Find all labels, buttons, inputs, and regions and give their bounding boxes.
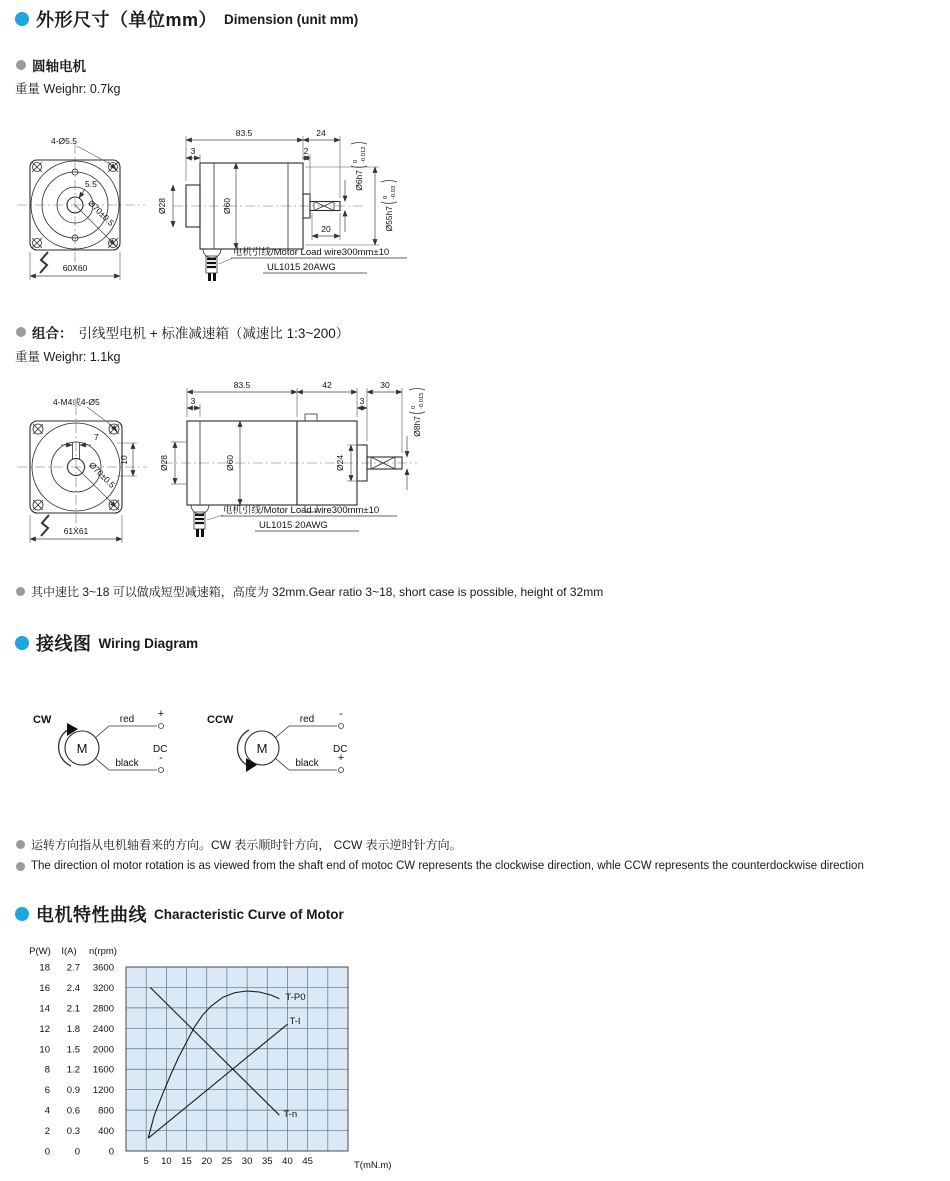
y-tick-label: 8 bbox=[44, 1064, 50, 1076]
section-curve-header bbox=[15, 901, 344, 927]
sub-bullet-icon bbox=[16, 60, 26, 70]
curve-label-T-n: T-n bbox=[283, 1109, 298, 1121]
side-view bbox=[159, 380, 425, 537]
x-tick-label: 45 bbox=[302, 1156, 313, 1167]
side-view bbox=[157, 128, 407, 281]
sub-bullet-icon bbox=[16, 327, 26, 337]
curve-title-zh: 电机特性曲线 bbox=[36, 905, 147, 925]
svg-text:0: 0 bbox=[411, 405, 417, 409]
x-tick-label: 30 bbox=[241, 1156, 253, 1167]
y-tick-label: 1.5 bbox=[66, 1044, 80, 1056]
rotation-note-zh bbox=[16, 836, 462, 853]
y-tick-label: 1200 bbox=[92, 1085, 114, 1097]
dim-body-dia: Ø60 bbox=[222, 197, 232, 215]
y-tick-label: 1.8 bbox=[66, 1023, 80, 1035]
dim-spigot-dia-tol bbox=[381, 181, 397, 232]
ccw-label: CCW bbox=[207, 714, 234, 726]
y-axis-header: n(rpm) bbox=[89, 946, 117, 957]
x-tick-label: 35 bbox=[261, 1156, 273, 1167]
round-shaft-heading: 圆轴电机 bbox=[32, 59, 86, 74]
svg-text:-0.015: -0.015 bbox=[419, 392, 425, 409]
ccw-top-wire-label: red bbox=[299, 714, 315, 725]
x-tick-label: 5 bbox=[143, 1156, 149, 1167]
svg-text:Ø6h7: Ø6h7 bbox=[354, 170, 364, 191]
svg-text:-0.012: -0.012 bbox=[361, 146, 367, 163]
y-tick-label: 0.9 bbox=[66, 1085, 80, 1097]
cw-supply-label: DC bbox=[153, 744, 168, 755]
dim-shaft-length: 30 bbox=[380, 380, 390, 390]
cw-bottom-wire-label: black bbox=[115, 758, 139, 769]
weight-label: 重量 bbox=[15, 350, 41, 364]
section-dimension-header bbox=[15, 6, 358, 32]
cw-rotation-arrow-icon bbox=[59, 723, 78, 766]
x-tick-label: 40 bbox=[282, 1156, 293, 1167]
dimension-title-zh: 外形尺寸（单位mm） bbox=[36, 10, 218, 30]
lead-wire-connector-icon bbox=[191, 505, 223, 537]
y-tick-label: 2 bbox=[44, 1126, 50, 1138]
dim-frame: 61X61 bbox=[63, 526, 89, 536]
gearmotor-drawing bbox=[15, 376, 455, 564]
weight-value: Weighr: 0.7kg bbox=[43, 82, 121, 96]
dim-depth: 10 bbox=[119, 455, 129, 465]
y-tick-label: 800 bbox=[98, 1105, 114, 1117]
y-tick-label: 10 bbox=[39, 1044, 50, 1056]
dim-rear-boss: 3 bbox=[190, 146, 196, 156]
motor-symbol: M bbox=[256, 741, 268, 756]
gearmotor-heading-detail: 引线型电机 + 标准减速箱（减速比 1:3~200） bbox=[78, 326, 350, 341]
weight-value: Weighr: 1.1kg bbox=[43, 350, 121, 364]
round-shaft-subheader bbox=[16, 55, 86, 75]
y-tick-label: 1600 bbox=[92, 1064, 114, 1076]
svg-text:0: 0 bbox=[383, 195, 389, 199]
y-tick-label: 2.1 bbox=[66, 1003, 80, 1015]
y-tick-label: 16 bbox=[39, 982, 50, 994]
rotation-note-en bbox=[16, 860, 864, 872]
section-bullet-icon bbox=[15, 907, 29, 921]
front-view bbox=[17, 397, 147, 543]
cw-top-polarity: + bbox=[157, 708, 165, 720]
ccw-diagram bbox=[207, 708, 347, 773]
svg-text:Ø55h7: Ø55h7 bbox=[384, 206, 394, 232]
dim-rear-dia: Ø28 bbox=[157, 197, 167, 215]
y-tick-label: 12 bbox=[39, 1023, 50, 1035]
svg-text:-0.03: -0.03 bbox=[391, 185, 397, 199]
svg-text:0: 0 bbox=[353, 159, 359, 163]
wire-note-line2: UL1015 20AWG bbox=[267, 262, 336, 273]
dim-bolt-circle: Ø70±0.5 bbox=[87, 459, 118, 490]
dim-corner-holes: 4-M4或4-Ø5 bbox=[53, 397, 100, 407]
dim-bolt-circle: Ø70±0.5 bbox=[86, 197, 117, 228]
ccw-bottom-polarity: + bbox=[337, 752, 345, 764]
y-tick-label: 6 bbox=[44, 1085, 50, 1097]
y-tick-label: 3600 bbox=[92, 962, 114, 974]
round-shaft-weight bbox=[15, 79, 120, 97]
y-tick-label: 0 bbox=[44, 1146, 50, 1158]
chart-root bbox=[29, 946, 391, 1171]
dim-shaft-length: 24 bbox=[316, 128, 326, 138]
y-tick-label: 3200 bbox=[92, 982, 114, 994]
y-tick-label: 0 bbox=[108, 1146, 114, 1158]
wiring-title-zh: 接线图 bbox=[36, 634, 92, 654]
y-tick-label: 0.6 bbox=[66, 1105, 80, 1117]
wire-note-line2: UL1015 20AWG bbox=[259, 520, 328, 531]
x-tick-label: 25 bbox=[221, 1156, 233, 1167]
y-tick-label: 0.3 bbox=[66, 1126, 80, 1138]
rotation-note-zh-text: 运转方向指从电机轴看来的方向。CW 表示顺时针方向， CCW 表示逆时针方向。 bbox=[31, 838, 462, 852]
section-wiring-header bbox=[15, 630, 198, 656]
characteristic-curve-chart bbox=[20, 938, 444, 1181]
y-tick-label: 400 bbox=[98, 1126, 114, 1138]
dim-hub: 5.5 bbox=[85, 179, 97, 189]
y-tick-label: 2400 bbox=[92, 1023, 114, 1035]
dim-body-dia: Ø60 bbox=[225, 454, 235, 472]
x-tick-label: 10 bbox=[161, 1156, 172, 1167]
round-shaft-drawing bbox=[15, 118, 450, 298]
dim-rear-dia: Ø28 bbox=[159, 454, 169, 472]
dim-shaft-dia-tol bbox=[351, 143, 367, 191]
y-tick-label: 2.4 bbox=[66, 982, 80, 994]
y-tick-label: 14 bbox=[39, 1003, 50, 1015]
note-bullet-icon bbox=[16, 840, 25, 849]
cw-bottom-polarity: - bbox=[159, 752, 163, 764]
ccw-rotation-arrow-icon bbox=[237, 730, 257, 772]
y-tick-label: 18 bbox=[39, 962, 50, 974]
dim-flat-length: 20 bbox=[321, 224, 331, 234]
curve-label-T-P0: T-P0 bbox=[285, 992, 306, 1004]
ccw-top-polarity: - bbox=[339, 708, 343, 720]
dim-corner-holes: 4-Ø5.5 bbox=[51, 136, 77, 146]
y-tick-label: 4 bbox=[44, 1105, 50, 1117]
gearmotor-subheader bbox=[16, 322, 349, 342]
wiring-diagram bbox=[15, 698, 435, 803]
dim-shaft-dia-tol bbox=[409, 389, 425, 437]
y-tick-label: 2800 bbox=[92, 1003, 114, 1015]
dim-pilot-dia: Ø24 bbox=[335, 454, 345, 472]
dim-front-boss: 3 bbox=[359, 396, 365, 406]
note-bullet-icon bbox=[16, 587, 25, 596]
cw-diagram bbox=[33, 708, 167, 773]
y-axis-header: P(W) bbox=[29, 946, 51, 957]
rotation-note-en-text: The direction ol motor rotation is as viewed from the shaft end of motoc CW represents the clockwise direction, whle CCW represents the counterdockwise direction bbox=[31, 860, 864, 872]
y-tick-label: 2.7 bbox=[66, 962, 80, 974]
dim-rear-boss: 3 bbox=[190, 396, 196, 406]
y-tick-label: 1.2 bbox=[66, 1064, 80, 1076]
gearmotor-weight bbox=[15, 347, 120, 365]
gear-ratio-note bbox=[16, 583, 603, 600]
y-axis-header: I(A) bbox=[61, 946, 77, 957]
dim-flat-width: 7 bbox=[94, 432, 99, 442]
x-tick-label: 20 bbox=[201, 1156, 213, 1167]
y-tick-label: 2000 bbox=[92, 1044, 114, 1056]
dimension-title-en: Dimension (unit mm) bbox=[224, 11, 359, 27]
x-tick-label: 15 bbox=[181, 1156, 192, 1167]
weight-label: 重量 bbox=[15, 82, 41, 96]
note-bullet-icon bbox=[16, 862, 25, 871]
section-bullet-icon bbox=[15, 12, 29, 26]
motor-symbol: M bbox=[76, 741, 88, 756]
ccw-bottom-wire-label: black bbox=[295, 758, 319, 769]
gear-ratio-note-text: 其中速比 3~18 可以做成短型减速箱，高度为 32mm.Gear ratio 3~18, short case is possible, height of 32mm bbox=[31, 585, 604, 599]
chart-plot-area bbox=[126, 967, 348, 1151]
wiring-title-en: Wiring Diagram bbox=[98, 635, 199, 651]
x-axis-title: T(mN.m) bbox=[354, 1160, 392, 1171]
dim-gearbox-length: 42 bbox=[322, 380, 332, 390]
cw-label: CW bbox=[33, 714, 52, 726]
lead-wire-connector-icon bbox=[203, 249, 233, 281]
y-tick-label: 0 bbox=[74, 1146, 80, 1158]
svg-text:Ø8h7: Ø8h7 bbox=[412, 416, 422, 437]
ccw-supply-label: DC bbox=[333, 744, 348, 755]
front-view bbox=[17, 136, 145, 280]
gearmotor-heading: 组合： bbox=[32, 326, 73, 341]
wire-note-line1: 电机引线/Motor Load wire300mm±10 bbox=[223, 505, 380, 516]
wire-exit-icon bbox=[41, 515, 49, 536]
section-bullet-icon bbox=[15, 636, 29, 650]
wire-note-line1: 电机引线/Motor Load wire300mm±10 bbox=[233, 247, 390, 258]
curve-label-T-I: T-I bbox=[289, 1016, 301, 1028]
dim-body-length: 83.5 bbox=[235, 128, 253, 138]
wire-exit-icon bbox=[40, 252, 48, 273]
dim-frame: 60X60 bbox=[62, 263, 88, 273]
curve-title-en: Characteristic Curve of Motor bbox=[154, 906, 344, 922]
dim-motor-length: 83.5 bbox=[233, 380, 251, 390]
dim-step: 2 bbox=[303, 146, 309, 156]
cw-top-wire-label: red bbox=[119, 714, 135, 725]
